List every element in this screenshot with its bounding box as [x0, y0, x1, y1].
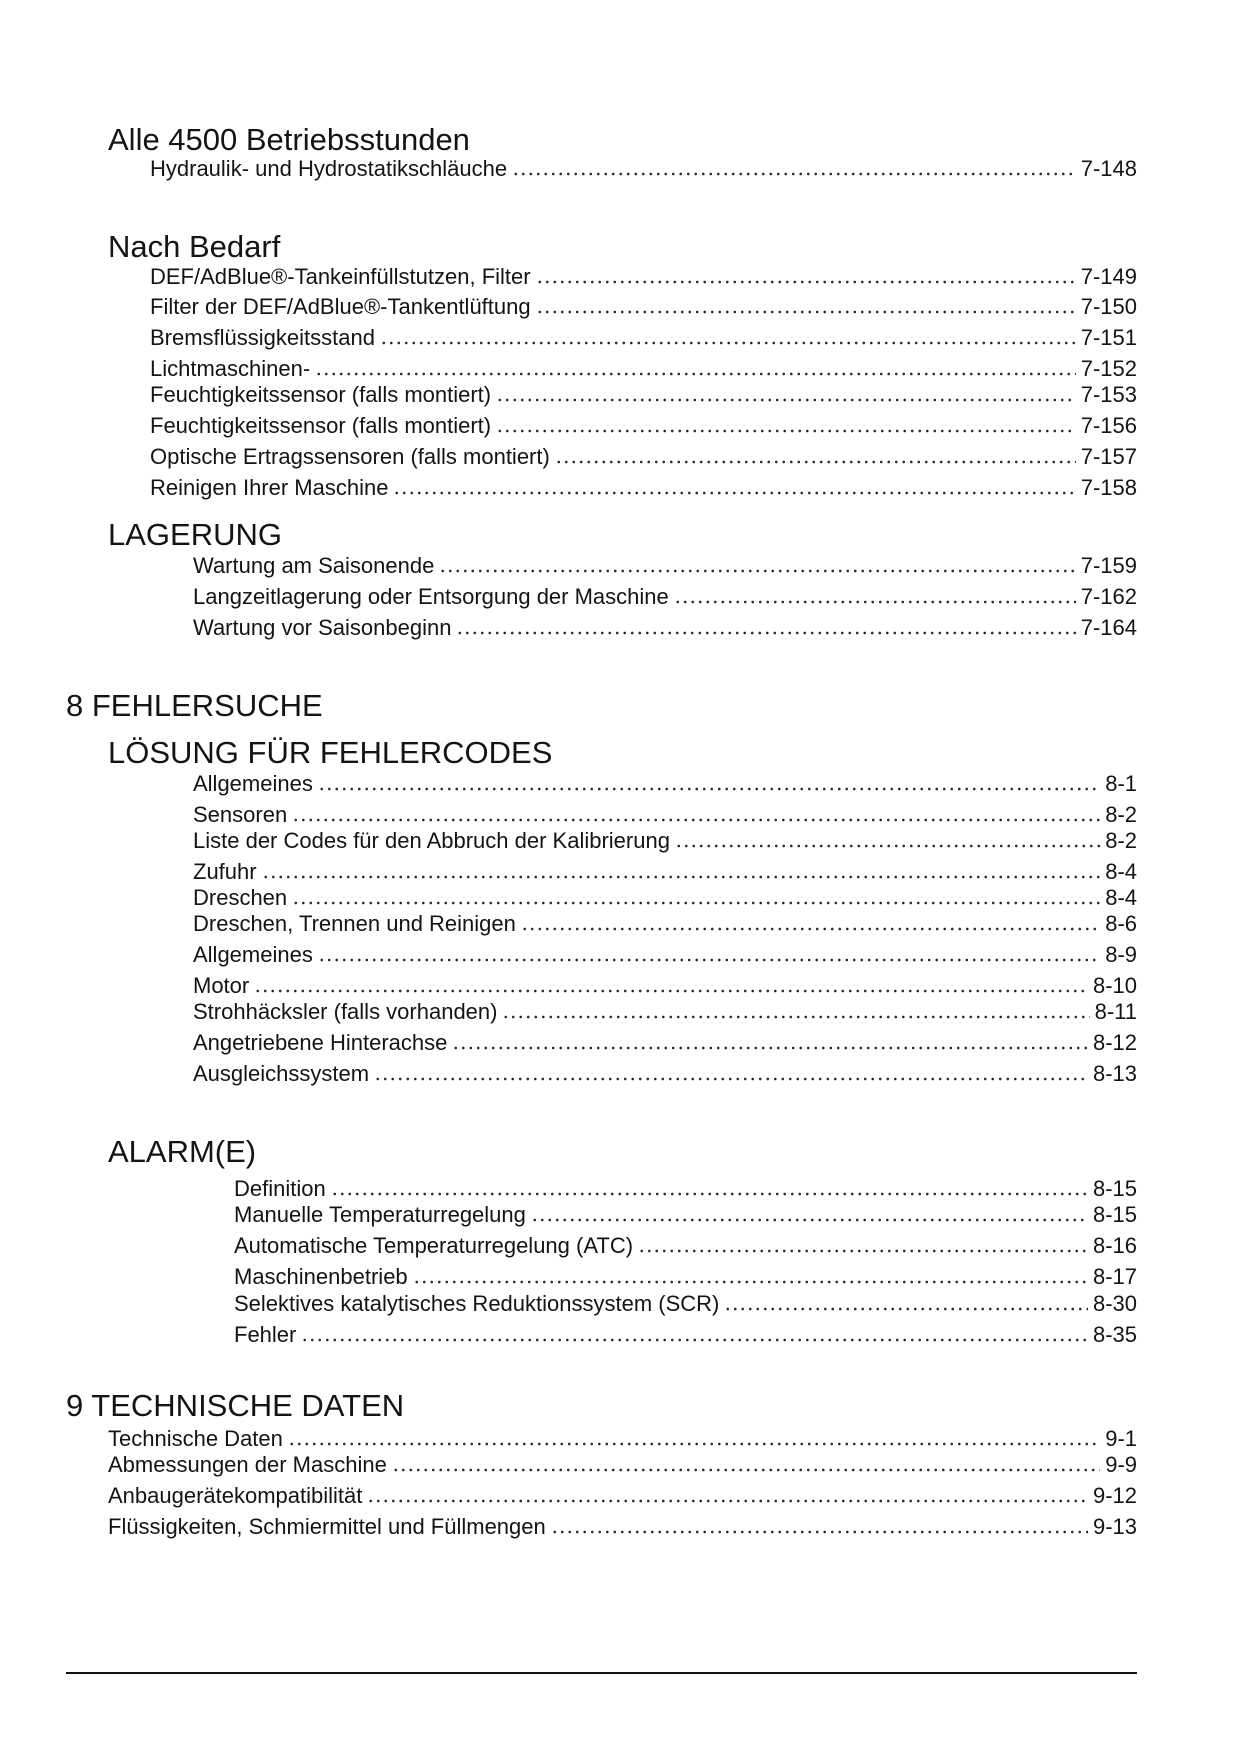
dot-leader [367, 1499, 1088, 1503]
toc-page-number: 8-1 [1105, 771, 1137, 796]
toc-entry-label: Filter der DEF/AdBlue®-Tankentlüftung [150, 294, 531, 319]
toc-entry-label: Wartung vor Saisonbeginn [193, 615, 452, 640]
toc-entry-label: Bremsflüssigkeitsstand [150, 325, 375, 350]
toc-entry-label: Reinigen Ihrer Maschine [150, 475, 389, 500]
toc-entry-label: Optische Ertragssensoren (falls montiert) [150, 444, 550, 469]
toc-page-number: 8-2 [1105, 828, 1137, 853]
toc-entry[interactable] [193, 770, 1137, 798]
dot-leader [456, 631, 1075, 635]
toc-entry[interactable] [150, 293, 1137, 321]
dot-leader [551, 1530, 1088, 1534]
toc-page-number: 7-150 [1080, 294, 1137, 319]
toc-entry-label: Flüssigkeiten, Schmiermittel und Füllmengen [108, 1514, 546, 1539]
toc-entry-label: Hydraulik- und Hydrostatikschläuche [150, 156, 508, 181]
dot-leader [380, 341, 1076, 345]
toc-entry-label: Manuelle Temperaturregelung [234, 1202, 526, 1227]
toc-entry-label: Sensoren [193, 802, 288, 827]
toc-entry-label: Automatische Temperaturregelung (ATC) [234, 1233, 634, 1258]
toc-entry[interactable] [150, 412, 1137, 440]
toc-entry[interactable] [234, 1232, 1137, 1260]
chapter-heading-8: 8 FEHLERSUCHE [66, 688, 323, 723]
toc-entry[interactable] [150, 381, 1137, 409]
toc-entry-label: Anbaugerätekompatibilität [108, 1483, 363, 1508]
toc-page-number: 8-30 [1092, 1291, 1137, 1316]
toc-entry-label: Selektives katalytisches Reduktionssystem (SCR) [234, 1291, 720, 1316]
toc-entry-label: Liste der Codes für den Abbruch der Kalibrierung [193, 828, 670, 853]
toc-page-number: 7-148 [1080, 156, 1137, 181]
toc-page-number: 7-151 [1080, 325, 1137, 350]
toc-entry[interactable] [108, 1425, 1137, 1453]
dot-leader [292, 818, 1100, 822]
dot-leader [413, 1280, 1088, 1284]
toc-entry-label: Wartung am Saisonende [193, 553, 435, 578]
toc-page-number: 8-15 [1092, 1176, 1137, 1201]
toc-entry[interactable] [234, 1290, 1137, 1318]
toc-page-number: 9-9 [1105, 1452, 1137, 1477]
toc-entry-label: Strohhäcksler (falls vorhanden) [193, 999, 498, 1024]
toc-entry[interactable] [193, 972, 1137, 1000]
toc-page-number: 7-162 [1080, 584, 1137, 609]
toc-entry[interactable] [150, 474, 1137, 502]
dot-leader [254, 989, 1088, 993]
dot-leader [536, 310, 1076, 314]
toc-page-number: 8-4 [1105, 885, 1137, 910]
toc-entry[interactable] [234, 1321, 1137, 1349]
dot-leader [331, 1192, 1088, 1196]
dot-leader [452, 1046, 1088, 1050]
toc-entry-label: Lichtmaschinen- [150, 356, 311, 381]
toc-entry-label: Feuchtigkeitssensor (falls montiert) [150, 382, 492, 407]
dot-leader [512, 172, 1076, 176]
toc-entry[interactable] [150, 155, 1137, 183]
toc-entry-label: Dreschen [193, 885, 288, 910]
toc-page-number: 8-10 [1092, 973, 1137, 998]
toc-entry[interactable] [150, 263, 1137, 291]
toc-page-number: 8-12 [1092, 1030, 1137, 1055]
dot-leader [439, 569, 1075, 573]
dot-leader [521, 927, 1100, 931]
dot-leader [393, 491, 1075, 495]
toc-entry[interactable] [193, 614, 1137, 642]
toc-entry[interactable] [193, 858, 1137, 886]
toc-entry-label: Feuchtigkeitssensor (falls montiert) [150, 413, 492, 438]
toc-page-number: 8-35 [1092, 1322, 1137, 1347]
toc-page-number: 7-164 [1080, 615, 1137, 640]
toc-entry-label: Fehler [234, 1322, 297, 1347]
toc-entry[interactable] [193, 1029, 1137, 1057]
toc-entry[interactable] [193, 827, 1137, 855]
dot-leader [724, 1307, 1088, 1311]
toc-page-number: 7-157 [1080, 444, 1137, 469]
toc-page-number: 8-9 [1105, 942, 1137, 967]
toc-entry[interactable] [193, 583, 1137, 611]
toc-page-number: 8-16 [1092, 1233, 1137, 1258]
toc-entry-label: Ausgleichssystem [193, 1061, 370, 1086]
toc-entry[interactable] [234, 1175, 1137, 1203]
toc-page-number: 7-156 [1080, 413, 1137, 438]
toc-page-number: 8-17 [1092, 1264, 1137, 1289]
toc-entry-label: Dreschen, Trennen und Reinigen [193, 911, 516, 936]
toc-entry[interactable] [150, 443, 1137, 471]
dot-leader [288, 1442, 1100, 1446]
toc-page-number: 7-158 [1080, 475, 1137, 500]
dot-leader [496, 429, 1076, 433]
toc-entry-label: Allgemeines [193, 771, 313, 796]
toc-entry-label: DEF/AdBlue®-Tankeinfüllstutzen, Filter [150, 264, 531, 289]
toc-page-number: 9-13 [1092, 1514, 1137, 1539]
toc-entry-label: Technische Daten [108, 1426, 283, 1451]
dot-leader [262, 875, 1101, 879]
dot-leader [555, 460, 1076, 464]
toc-entry-label: Angetriebene Hinterachse [193, 1030, 448, 1055]
toc-entry-label: Maschinenbetrieb [234, 1264, 408, 1289]
toc-page-number: 8-15 [1092, 1202, 1137, 1227]
toc-entry-label: Abmessungen der Maschine [108, 1452, 387, 1477]
toc-page-number: 7-152 [1080, 356, 1137, 381]
dot-leader [531, 1218, 1088, 1222]
dot-leader [318, 787, 1100, 791]
toc-page-number: 9-1 [1105, 1426, 1137, 1451]
dot-leader [292, 901, 1100, 905]
toc-page-number: 7-159 [1080, 553, 1137, 578]
footer-rule [66, 1672, 1137, 1674]
dot-leader [674, 600, 1076, 604]
dot-leader [315, 372, 1076, 376]
toc-entry[interactable] [193, 552, 1137, 580]
dot-leader [502, 1015, 1089, 1019]
toc-page-number: 7-149 [1080, 264, 1137, 289]
toc-entry[interactable] [108, 1451, 1137, 1479]
chapter-heading-9: 9 TECHNISCHE DATEN [66, 1388, 405, 1423]
toc-page-number: 8-11 [1094, 999, 1137, 1024]
dot-leader [374, 1077, 1088, 1081]
toc-page-number: 8-6 [1105, 911, 1137, 936]
toc-entry[interactable] [234, 1263, 1137, 1291]
dot-leader [638, 1249, 1088, 1253]
toc-page-number: 9-12 [1092, 1483, 1137, 1508]
toc-entry[interactable] [193, 884, 1137, 912]
toc-entry[interactable] [193, 910, 1137, 938]
dot-leader [675, 844, 1100, 848]
toc-entry[interactable] [193, 801, 1137, 829]
dot-leader [301, 1338, 1088, 1342]
toc-page-number: 7-153 [1080, 382, 1137, 407]
toc-entry[interactable] [193, 1060, 1137, 1088]
toc-entry[interactable] [234, 1201, 1137, 1229]
toc-page-number: 8-13 [1092, 1061, 1137, 1086]
toc-entry-label: Zufuhr [193, 859, 257, 884]
dot-leader [318, 958, 1100, 962]
section-heading-lagerung: LAGERUNG [108, 517, 282, 552]
toc-page-number: 8-2 [1105, 802, 1137, 827]
toc-entry-label: Allgemeines [193, 942, 313, 967]
section-heading-alle-4500: Alle 4500 Betriebsstunden [108, 122, 470, 157]
dot-leader [392, 1468, 1100, 1472]
section-heading-alarme: ALARM(E) [108, 1134, 257, 1169]
section-heading-nach-bedarf: Nach Bedarf [108, 229, 281, 264]
toc-entry[interactable] [150, 355, 1137, 383]
toc-entry[interactable] [193, 998, 1137, 1026]
section-heading-loesung: LÖSUNG FÜR FEHLERCODES [108, 735, 553, 770]
toc-entry-label: Langzeitlagerung oder Entsorgung der Maschine [193, 584, 669, 609]
toc-entry-label: Motor [193, 973, 250, 998]
toc-entry[interactable] [193, 941, 1137, 969]
toc-page-number: 8-4 [1105, 859, 1137, 884]
dot-leader [536, 280, 1076, 284]
toc-entry[interactable] [108, 1513, 1137, 1541]
dot-leader [496, 398, 1076, 402]
toc-entry[interactable] [150, 324, 1137, 352]
toc-entry[interactable] [108, 1482, 1137, 1510]
toc-entry-label: Definition [234, 1176, 326, 1201]
